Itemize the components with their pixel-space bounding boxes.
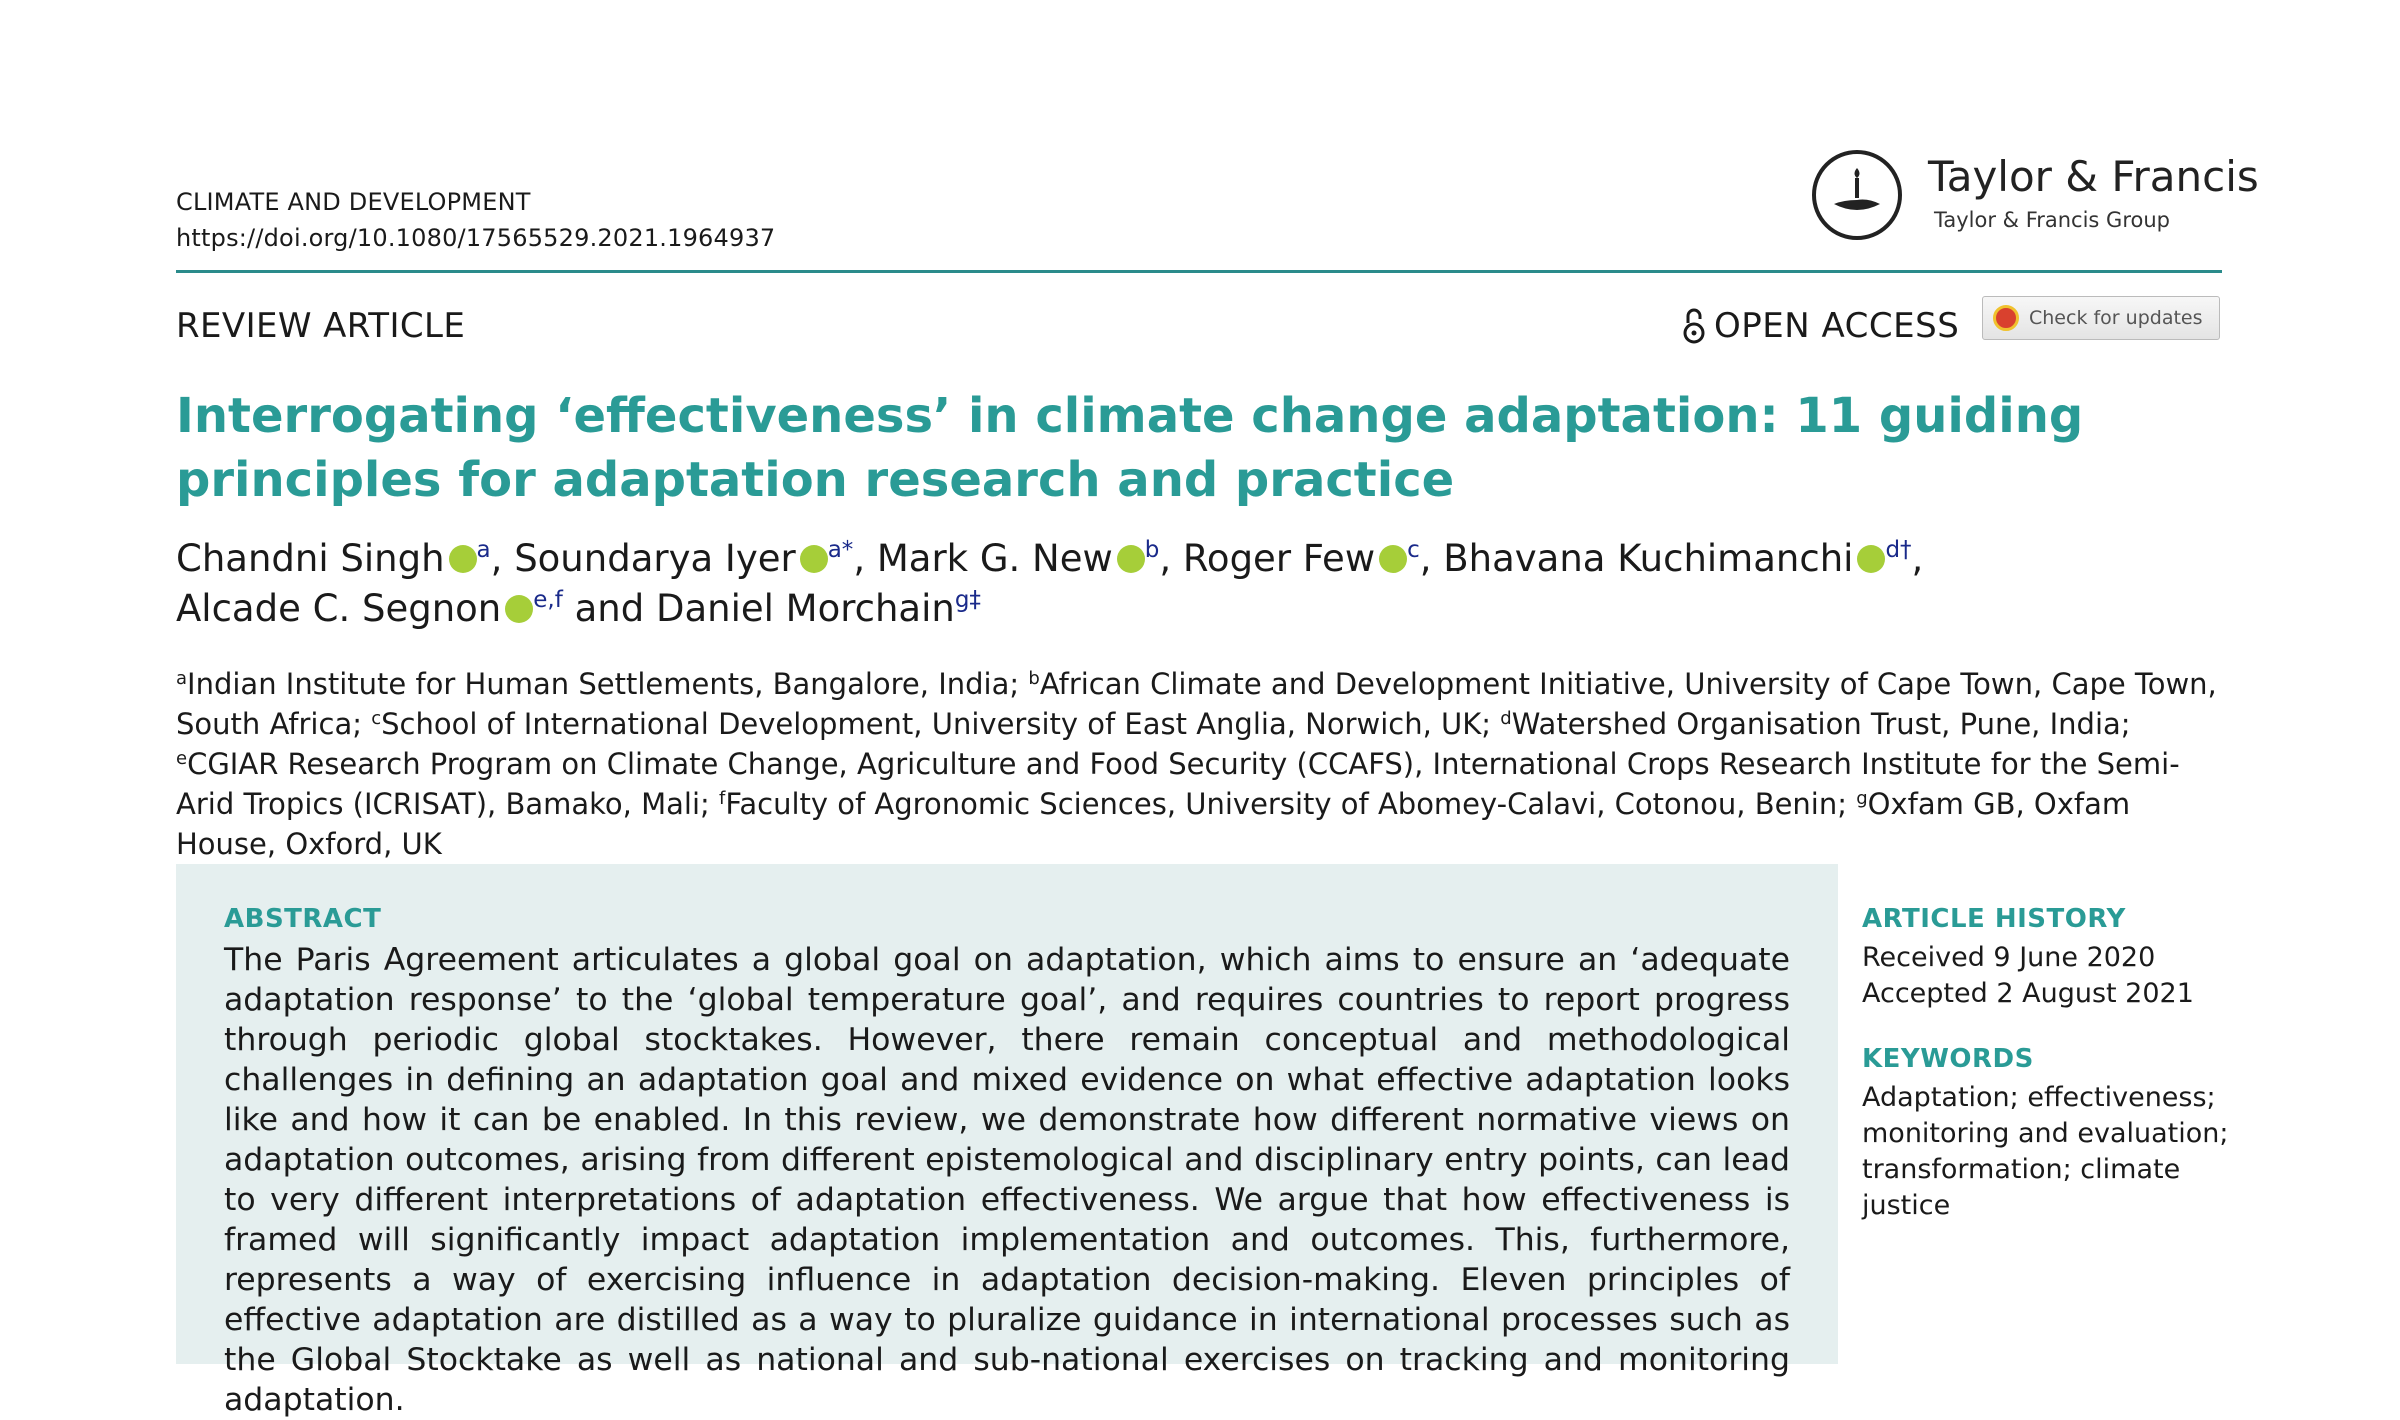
author-name[interactable]: Mark G. New: [876, 537, 1113, 580]
affil-text: Indian Institute for Human Settlements, Bangalore, India;: [187, 667, 1029, 701]
keywords-heading: KEYWORDS: [1862, 1044, 2034, 1074]
orcid-icon[interactable]: [1857, 545, 1885, 573]
author-name[interactable]: Chandni Singh: [176, 537, 445, 580]
author-affil-sup: b: [1144, 537, 1160, 563]
affil-sup: c: [371, 708, 382, 729]
open-access-badge: [1682, 306, 1959, 346]
journal-header: [176, 184, 775, 256]
affil-sup: g: [1856, 788, 1868, 809]
author-line-2: [176, 584, 2226, 634]
author-separator: ,: [1159, 537, 1183, 580]
affiliations: [176, 664, 2226, 864]
received-date: Received 9 June 2020: [1862, 942, 2156, 973]
author-affil-sup: a: [476, 537, 491, 563]
author-affil-sup: e,f: [533, 587, 563, 613]
affil-sup: f: [719, 788, 726, 809]
article-history: [1862, 940, 2194, 1012]
check-for-updates-button[interactable]: [1982, 296, 2220, 340]
affil-sup: d: [1500, 708, 1512, 729]
author-separator: ,: [490, 537, 515, 580]
orcid-icon[interactable]: [449, 545, 477, 573]
keywords-text: Adaptation; effectiveness; monitoring and evaluation; transformation; climate justice: [1862, 1082, 2229, 1221]
abstract-text: The Paris Agreement articulates a global goal on adaptation, which aims to ensure an ‘adequate adaptation response’ to the ‘global temperature goal’, and requires countries to report progress through periodic global stocktakes. However, there remain conceptual and methodological challenges in defining an adaptation goal and mixed evidence on what effective adaptation looks like and how it can be enabled. In this review, we demonstrate how different normative views on adaptation outcomes, arising from different epistemological and disciplinary entry points, can lead to very different interpretations of adaptation effectiveness. We argue that how effectiveness is framed will significantly impact adaptation implementation and outcomes. This, furthermore, represents a way of exercising influence in adaptation decision-making. Eleven principles of effective adaptation are distilled as a way to pluralize guidance in international processes such as the Global Stocktake as well as national and sub-national exercises on tracking and monitoring adaptation.: [224, 942, 1790, 1418]
publisher-logo: [1812, 148, 2259, 248]
article-history-heading: ARTICLE HISTORY: [1862, 904, 2126, 934]
affil-text: Watershed Organisation Trust, Pune, India;: [1511, 707, 2131, 741]
author-affil-sup: d†: [1885, 537, 1912, 563]
orcid-icon[interactable]: [1117, 545, 1145, 573]
open-lock-icon: [1682, 307, 1706, 345]
abstract-heading: ABSTRACT: [224, 904, 382, 934]
crossmark-icon: [1993, 305, 2019, 331]
author-list: [176, 534, 2226, 634]
author-affil-sup: g‡: [954, 587, 981, 613]
lamp-logo-icon: [1812, 150, 1902, 240]
author-name[interactable]: Alcade C. Segnon: [176, 587, 502, 630]
open-access-label: OPEN ACCESS: [1714, 306, 1960, 346]
publisher-group: Taylor & Francis Group: [1934, 208, 2170, 232]
author-separator: ,: [853, 537, 877, 580]
affil-text: Oxfam GB, Oxfam House, Oxford, UK: [176, 787, 2131, 861]
affil-sup: b: [1028, 668, 1040, 689]
author-name[interactable]: Soundarya Iyer: [514, 537, 796, 580]
header-divider: [176, 270, 2222, 273]
accepted-date: Accepted 2 August 2021: [1862, 978, 2194, 1009]
check-updates-label: Check for updates: [2029, 307, 2203, 329]
author-name[interactable]: Daniel Morchain: [655, 587, 955, 630]
doi-link[interactable]: https://doi.org/10.1080/17565529.2021.1964937: [176, 224, 776, 252]
article-title: Interrogating ‘effectiveness’ in climate change adaptation: 11 guiding principles for adaptation research and practice: [176, 388, 2084, 508]
affil-text: Faculty of Agronomic Sciences, University of Abomey-Calavi, Cotonou, Benin;: [725, 787, 1857, 821]
affil-sup: a: [176, 668, 188, 689]
author-name[interactable]: Bhavana Kuchimanchi: [1443, 537, 1854, 580]
author-affil-sup: a*: [827, 537, 854, 563]
orcid-icon[interactable]: [800, 545, 828, 573]
author-affil-sup: c: [1407, 537, 1420, 563]
publisher-name: Taylor & Francis: [1928, 152, 2259, 201]
orcid-icon[interactable]: [505, 595, 533, 623]
affil-sup: e: [176, 748, 188, 769]
author-line-1: [176, 534, 2226, 584]
author-name[interactable]: Roger Few: [1182, 537, 1376, 580]
affil-text: African Climate and Development Initiative, University of Cape Town, Cape Town, South Africa;: [176, 667, 2217, 741]
journal-name: CLIMATE AND DEVELOPMENT: [176, 188, 531, 216]
article-type: REVIEW ARTICLE: [176, 306, 466, 346]
orcid-icon[interactable]: [1379, 545, 1407, 573]
author-separator: and: [562, 587, 656, 630]
affil-text: School of International Development, University of East Anglia, Norwich, UK;: [381, 707, 1501, 741]
author-separator: ,: [1911, 537, 1924, 580]
author-separator: ,: [1419, 537, 1444, 580]
affil-text: CGIAR Research Program on Climate Change, Agriculture and Food Security (CCAFS), International Crops Research Institute for the Semi-Arid Tropics (ICRISAT), Bamako, Mali;: [176, 747, 2180, 821]
